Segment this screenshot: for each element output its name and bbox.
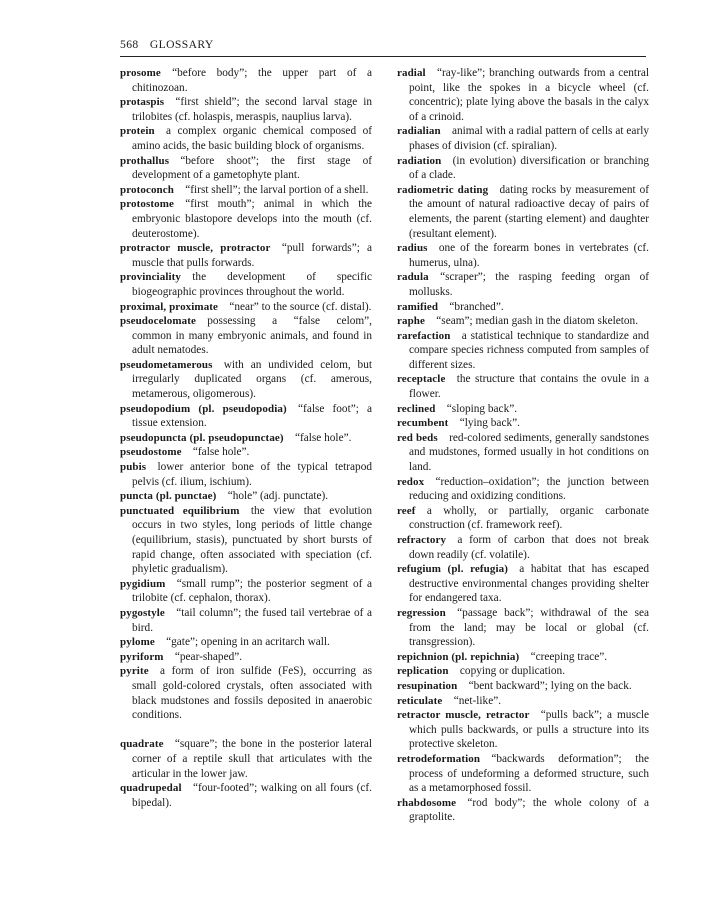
glossary-definition: lower anterior bone of the typical tetrapod pelvis (cf. ilium, ischium). <box>132 461 372 488</box>
glossary-definition: a form of iron sulfide (FeS), occurring as small gold-colored crystals, often associated with black mudstones and fossils deposited in anaerobic conditions. <box>132 665 372 722</box>
glossary-term: repichnion (pl. repichnia) <box>397 650 520 663</box>
glossary-term: replication <box>397 665 449 678</box>
glossary-entry <box>120 197 372 241</box>
glossary-term: prosome <box>120 67 161 79</box>
glossary-term: quadrate <box>120 738 164 751</box>
glossary-term: radialian <box>397 125 441 138</box>
glossary-term: radiometric dating <box>397 183 489 196</box>
glossary-entry <box>397 124 649 153</box>
glossary-definition: animal with a radial pattern of cells at early phases of division (cf. spiralian). <box>409 125 649 152</box>
glossary-entry <box>120 577 372 606</box>
page-header <box>120 38 646 56</box>
glossary-definition: “false hole”. <box>192 446 250 459</box>
glossary-entry <box>397 694 649 709</box>
glossary-term: reef <box>397 504 416 517</box>
glossary-definition: “scraper”; the rasping feeding organ of mollusks. <box>409 271 649 298</box>
glossary-entry <box>397 475 649 504</box>
glossary-term: raphe <box>397 315 425 328</box>
glossary-entry <box>397 329 649 373</box>
glossary-term: reclined <box>397 402 436 415</box>
glossary-term: protractor muscle, protractor <box>120 242 271 255</box>
glossary-entry <box>120 402 372 431</box>
glossary-definition: a form of carbon that does not break down readily (cf. volatile). <box>409 534 649 561</box>
glossary-term: radiation <box>397 154 442 167</box>
glossary-term: ramified <box>397 300 439 313</box>
glossary-term: pubis <box>120 461 147 474</box>
glossary-definition: “pear-shaped”. <box>174 650 243 663</box>
glossary-column-left <box>120 66 372 810</box>
glossary-entry <box>120 124 372 153</box>
glossary-entry <box>397 708 649 752</box>
glossary-definition: “tail column”; the fused tail vertebrae of a bird. <box>132 606 372 634</box>
glossary-definition: “pull forwards”; a muscle that pulls forwards. <box>132 242 372 269</box>
glossary-term: retractor muscle, retractor <box>397 709 530 722</box>
glossary-definition: copying or duplication. <box>459 665 566 678</box>
glossary-entry <box>397 66 649 124</box>
glossary-entry <box>397 314 649 329</box>
section-title: GLOSSARY <box>149 38 214 51</box>
glossary-term: refractory <box>397 534 447 546</box>
glossary-term: provinciality <box>120 271 181 284</box>
glossary-entry <box>120 314 372 358</box>
glossary-definition: a habitat that has escaped destructive environmental changes providing shelter for endangered taxa. <box>409 563 649 605</box>
glossary-term: pseudostome <box>120 446 182 459</box>
glossary-definition: a wholly, or partially, organic carbonate construction (cf. framework reef). <box>409 504 649 532</box>
glossary-term: red beds <box>397 431 438 444</box>
glossary-definition: “gate”; opening in an acritarch wall. <box>166 636 330 649</box>
glossary-definition: “near” to the source (cf. distal). <box>229 300 372 313</box>
glossary-entry <box>120 431 372 446</box>
glossary-entry <box>397 606 649 650</box>
glossary-term: pseudocelomate <box>120 315 196 328</box>
glossary-definition: “false hole”. <box>294 431 352 444</box>
glossary-definition: possessing a “false celom”, common in many embryonic animals, and found in adult nematodes. <box>132 315 372 357</box>
glossary-column-right <box>397 66 649 825</box>
glossary-definition: “ray-like”; branching outwards from a central point, like the spokes in a bicycle wheel (cf. concentric); plate lying above the basals in the calyx of a crinoid. <box>409 67 649 123</box>
glossary-term: resupination <box>397 679 458 692</box>
glossary-definition: “pulls back”; a muscle which pulls backwards, or pulls a structure into its protective skeleton. <box>409 709 650 751</box>
glossary-definition: “hole” (adj. punctate). <box>227 490 329 503</box>
glossary-entry <box>397 241 649 270</box>
glossary-definition: “passage back”; withdrawal of the sea from the land; may be local or global (cf. transgression). <box>409 606 649 649</box>
glossary-definition: “before shoot”; the first stage of development of a gametophyte plant. <box>132 154 372 182</box>
glossary-entry <box>397 300 649 315</box>
glossary-term: protein <box>120 125 155 138</box>
glossary-entry <box>120 664 372 722</box>
glossary-entry <box>120 460 372 489</box>
glossary-term: pygostyle <box>120 606 165 619</box>
glossary-entry <box>397 402 649 417</box>
glossary-definition: “rod body”; the whole colony of a graptolite. <box>409 796 649 824</box>
glossary-entry <box>120 445 372 460</box>
glossary-term: rhabdosome <box>397 796 457 809</box>
glossary-term: receptacle <box>397 373 446 386</box>
glossary-term: prothallus <box>120 154 170 167</box>
glossary-entry <box>120 154 372 183</box>
glossary-definition: “bent backward”; lying on the back. <box>468 679 632 692</box>
glossary-entry <box>120 781 372 810</box>
glossary-term: redox <box>397 475 425 488</box>
glossary-term: pyriform <box>120 650 164 663</box>
glossary-term: regression <box>397 606 446 619</box>
glossary-entry <box>120 95 372 124</box>
glossary-entry <box>397 533 649 562</box>
glossary-entry <box>120 358 372 402</box>
glossary-definition: “before body”; the upper part of a chitinozoan. <box>132 67 372 94</box>
glossary-term: protostome <box>120 198 174 211</box>
glossary-entry <box>397 752 649 796</box>
glossary-entry <box>397 431 649 475</box>
glossary-entry <box>120 504 372 577</box>
glossary-definition: “first shell”; the larval portion of a shell. <box>185 183 369 196</box>
glossary-term: punctuated equilibrium <box>120 504 240 517</box>
glossary-definition: (in evolution) diversification or branching of a clade. <box>409 154 649 182</box>
glossary-term: radula <box>397 271 429 284</box>
glossary-entry <box>397 372 649 401</box>
glossary-entry <box>120 635 372 650</box>
glossary-definition: with an undivided celom, but irregularly duplicated organs (cf. amerous, metamerous, oligomerous). <box>132 358 372 401</box>
glossary-term: pseudometamerous <box>120 358 213 371</box>
glossary-entry <box>397 664 649 679</box>
glossary-definition: a complex organic chemical composed of amino acids, the basic building block of organisms. <box>132 125 372 152</box>
glossary-entry <box>120 489 372 504</box>
glossary-entry <box>397 562 649 606</box>
glossary-term: refugium (pl. refugia) <box>397 563 508 576</box>
glossary-entry <box>397 183 649 241</box>
glossary-definition: “first mouth”; animal in which the embryonic blastopore develops into the mouth (cf. deuterostome). <box>132 198 372 240</box>
glossary-entry <box>397 504 649 533</box>
glossary-term: rarefaction <box>397 329 451 342</box>
glossary-term: radial <box>397 67 426 79</box>
glossary-term: protaspis <box>120 96 165 109</box>
glossary-entry <box>120 300 372 315</box>
glossary-term: pyrite <box>120 665 149 678</box>
glossary-definition: “four-footed”; walking on all fours (cf. bipedal). <box>132 782 372 809</box>
glossary-definition: “seam”; median gash in the diatom skeleton. <box>436 315 639 328</box>
glossary-definition: one of the forearm bones in vertebrates (cf. humerus, ulna). <box>409 242 649 269</box>
glossary-entry <box>397 270 649 299</box>
glossary-term: puncta (pl. punctae) <box>120 490 217 503</box>
glossary-entry <box>397 679 649 694</box>
glossary-term: pseudopodium (pl. pseudopodia) <box>120 402 287 415</box>
glossary-definition: red-colored sediments, generally sandstones and mudstones, formed usually in hot conditions on land. <box>409 431 649 474</box>
glossary-entry <box>120 270 372 299</box>
glossary-entry <box>120 66 372 95</box>
glossary-entry <box>397 650 649 665</box>
glossary-definition: “sloping back”. <box>446 402 518 415</box>
glossary-term: recumbent <box>397 417 449 430</box>
glossary-entry <box>120 241 372 270</box>
glossary-definition: “net-like”. <box>453 694 502 707</box>
glossary-definition: the structure that contains the ovule in a flower. <box>409 373 649 401</box>
glossary-definition: “backwards deformation”; the process of undeforming a deformed structure, such as a metamorphosed fossil. <box>409 752 649 795</box>
glossary-definition: “creeping trace”. <box>530 650 608 663</box>
glossary-definition: the development of specific biogeographic provinces throughout the world. <box>132 271 372 298</box>
page-number: 568 <box>120 38 139 51</box>
glossary-term: pylome <box>120 636 155 649</box>
glossary-entry <box>120 183 372 198</box>
glossary-definition: “lying back”. <box>459 417 520 430</box>
glossary-term: quadrupedal <box>120 782 182 795</box>
glossary-term: proximal, proximate <box>120 300 219 313</box>
glossary-definition: “reduction–oxidation”; the junction between reducing and oxidizing conditions. <box>409 475 649 503</box>
glossary-entry <box>120 606 372 635</box>
glossary-definition: “square”; the bone in the posterior lateral corner of a reptile skull that articulates with the articular in the lower jaw. <box>132 738 372 780</box>
glossary-entry <box>397 416 649 431</box>
glossary-term: pseudopuncta (pl. pseudopunctae) <box>120 431 284 444</box>
glossary-definition: “small rump”; the posterior segment of a trilobite (cf. cephalon, thorax). <box>132 577 372 605</box>
glossary-definition: “first shield”; the second larval stage in trilobites (cf. holaspis, meraspis, nauplius larva). <box>132 96 372 123</box>
glossary-entry <box>120 650 372 665</box>
glossary-definition: dating rocks by measurement of the amount of natural radioactive decay of pairs of elements, the parent (starting element) and daughter (resultant element). <box>409 183 650 240</box>
glossary-definition: “branched”. <box>449 300 504 313</box>
glossary-definition: the view that evolution occurs in two styles, long periods of little change (equilibrium, stasis), punctuated by short bursts of rapid change, often associated with speciation (cf. phyletic gradualism). <box>132 504 372 576</box>
glossary-term: radius <box>397 242 428 255</box>
glossary-term: reticulate <box>397 694 443 707</box>
glossary-definition: “false foot”; a tissue extension. <box>132 402 372 430</box>
glossary-entry <box>397 796 649 825</box>
glossary-definition: a statistical technique to standardize and compare species richness computed from samples of different sizes. <box>409 329 649 371</box>
glossary-term: retrodeformation <box>397 752 481 765</box>
header-rule <box>120 56 646 57</box>
glossary-entry <box>397 154 649 183</box>
glossary-entry <box>120 737 372 781</box>
glossary-term: protoconch <box>120 183 174 196</box>
glossary-term: pygidium <box>120 577 166 590</box>
